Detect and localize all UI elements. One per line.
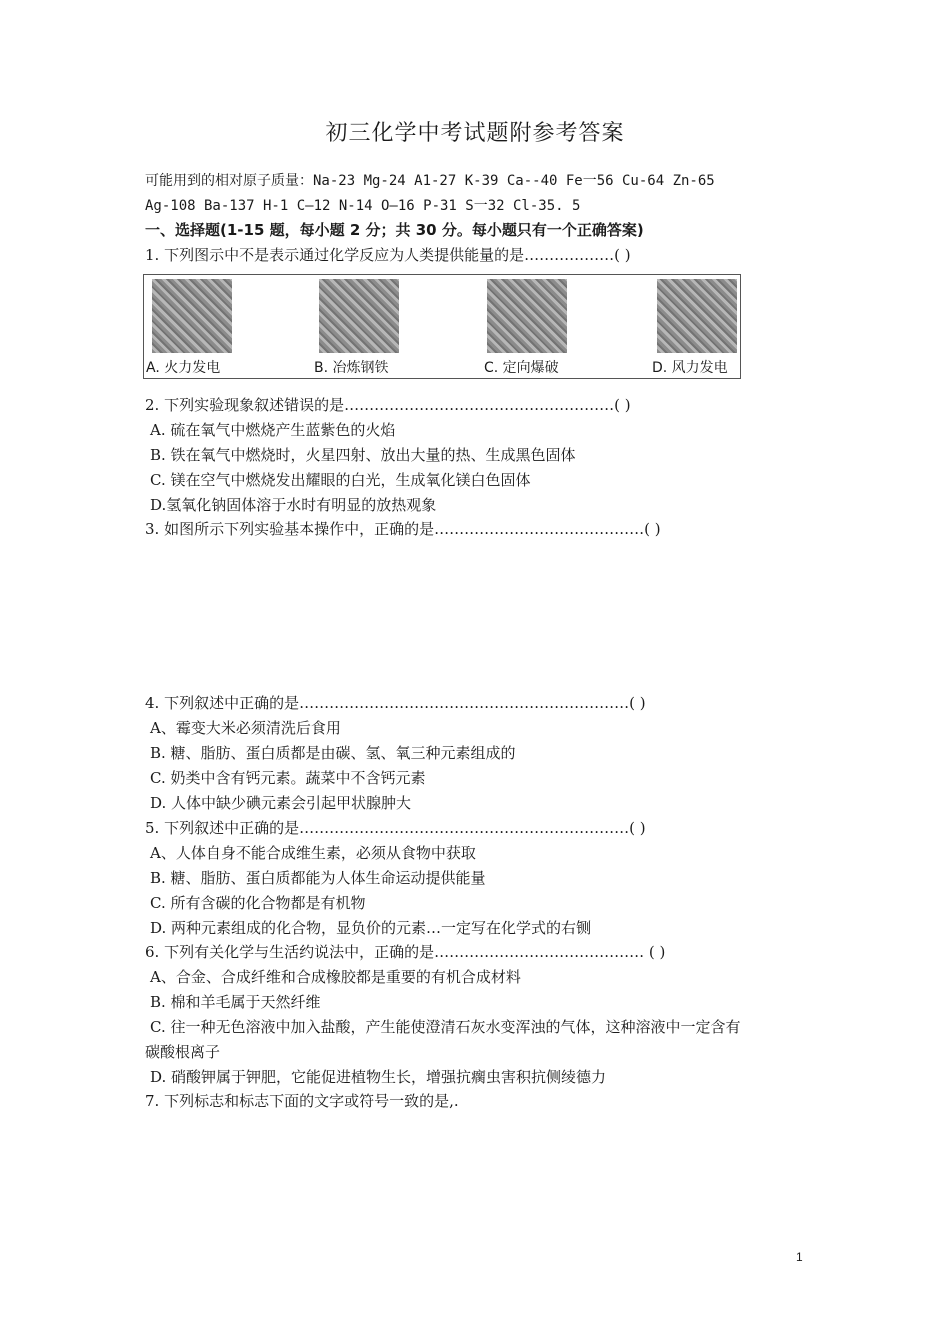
thermal-power-image [152,279,232,353]
caption-b: B. 冶炼钢铁 [314,360,389,376]
q6-option-d: D. 硝酸钾属于钾肥，它能促进植物生长，增强抗瘸虫害积抗侧绫德力 [150,1068,607,1086]
q2-option-a: A. 硫在氧气中燃烧产生蓝紫色的火焰 [150,421,396,439]
q4-option-d: D. 人体中缺少碘元素会引起甲状腺肿大 [150,794,412,812]
q6-option-c: C. 往一种无色溶液中加入盐酸，产生能使澄清石灰水变浑浊的气体，这种溶液中一定含有 [150,1018,741,1036]
atomic-mass-line-2: Ag-108 Ba-137 H-1 C—12 N-14 O—16 P-31 S一32 Cl-35. 5 [145,198,581,214]
q2-option-d: D.氢氧化钠固体溶于水时有明显的放热观象 [150,496,437,514]
question-1-stem: 1. 下列图示中不是表示通过化学反应为人类提供能量的是………………( ) [145,246,631,264]
atomic-mass-line-1: 可能用到的相对原子质量：Na-23 Mg-24 A1-27 K-39 Ca--40 Fe一56 Cu-64 Zn-65 [145,173,715,189]
q6-option-c-continued: 碳酸根离子 [145,1043,221,1061]
question-1-figure [143,274,741,379]
q5-option-c: C. 所有含碳的化合物都是有机物 [150,894,366,912]
q5-option-b: B. 糖、脂肪、蛋白质都能为人体生命运动提供能量 [150,869,486,887]
caption-d: D. 风力发电 [652,360,728,376]
q6-option-b: B. 棉和羊毛属于天然纤维 [150,993,321,1011]
q5-option-a: A、人体自身不能合成维生素，必须从食物中获取 [150,844,476,862]
page-number: 1 [796,1250,803,1264]
q6-option-a: A、合金、合成纤维和合成橡胶都是重要的有机合成材料 [150,968,521,986]
question-7-stem: 7. 下列标志和标志下面的文字或符号一致的是,. [145,1092,459,1110]
q4-option-c: C. 奶类中含有钙元素。蔬菜中不含钙元素 [150,769,426,787]
steel-smelting-image [319,279,399,353]
question-6-stem: 6. 下列有关化学与生活约说法中，正确的是…………………………………… ( ) [145,943,666,961]
q5-option-d: D. 两种元素组成的化合物，显负价的元素…一定写在化学式的右铡 [150,919,592,937]
q4-option-a: A、霉变大米必须清洗后食用 [150,719,341,737]
question-5-stem: 5. 下列叙述中正确的是…………………………………………………………( ) [145,819,646,837]
question-3-stem: 3. 如图所示下列实验基本操作中，正确的是……………………………………( ) [145,520,661,538]
q2-option-b: B. 铁在氧气中燃烧时，火星四射、放出大量的热、生成黑色固体 [150,446,576,464]
question-4-stem: 4. 下列叙述中正确的是…………………………………………………………( ) [145,694,646,712]
q2-option-c: C. 镁在空气中燃烧发出耀眼的白光，生成氧化镁白色固体 [150,471,531,489]
wind-power-image [657,279,737,353]
q4-option-b: B. 糖、脂肪、蛋白质都是由碳、氢、氧三种元素组成的 [150,744,516,762]
caption-a: A. 火力发电 [146,360,221,376]
section-header: 一、选择题(1-15 题，每小题 2 分；共 30 分。每小题只有一个正确答案) [145,221,644,239]
page-title: 初三化学中考试题附参考答案 [325,121,625,146]
question-2-stem: 2. 下列实验现象叙述错误的是………………………………………………( ) [145,396,631,414]
demolition-image [487,279,567,353]
caption-c: C. 定向爆破 [484,360,559,376]
